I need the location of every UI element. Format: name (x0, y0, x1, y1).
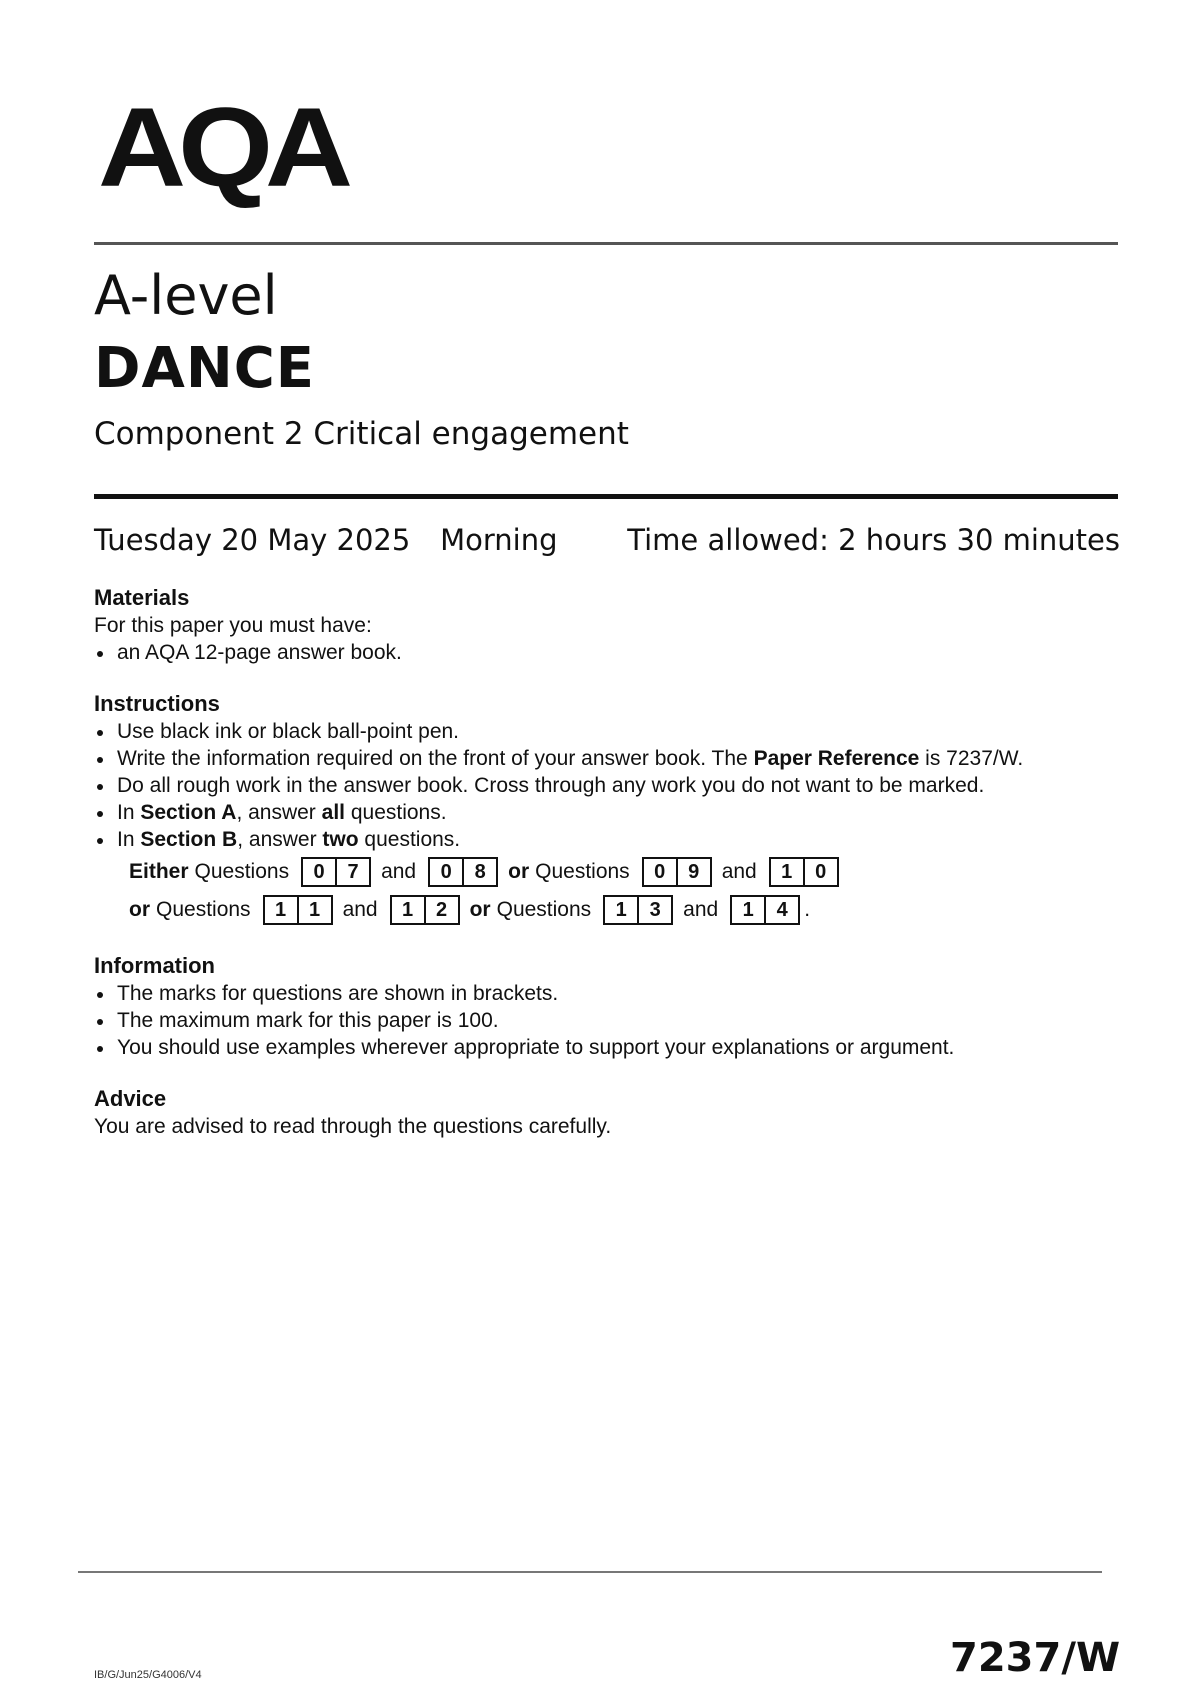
digit: 0 (803, 859, 837, 885)
and-label: and (683, 898, 719, 921)
subject-title: DANCE (94, 336, 316, 401)
list-item (94, 826, 1134, 853)
digit: 3 (637, 897, 671, 923)
text-span: In (117, 828, 141, 851)
and-label: and (381, 860, 417, 883)
exam-dateline (94, 520, 1120, 560)
bold-text: Paper Reference (753, 747, 920, 770)
materials-heading: Materials (94, 585, 190, 610)
text-span: Write the information required on the front of your answer book. The (117, 747, 754, 770)
question-number-box-10 (769, 857, 839, 887)
list-item (94, 745, 1134, 772)
aqa-logo: AQA (98, 84, 346, 210)
digit: 1 (402, 898, 414, 921)
footer-code: IB/G/Jun25/G4006/V4 (94, 1669, 202, 1681)
text-span: questions. (358, 828, 461, 851)
digit: 0 (440, 860, 452, 883)
digit: 1 (615, 898, 627, 921)
text-span: In (117, 801, 141, 824)
or-label: or (469, 898, 491, 921)
instructions-list (94, 718, 1134, 853)
instructions-heading: Instructions (94, 691, 220, 716)
materials-list (94, 639, 1134, 666)
and-label: and (721, 860, 757, 883)
text-span: questions. (345, 801, 447, 824)
bold-text: Section B (140, 828, 238, 851)
question-number-box-07 (301, 857, 371, 887)
instructions-section (94, 690, 1134, 929)
question-number-box-13 (603, 895, 673, 925)
information-heading: Information (94, 953, 215, 978)
text-span: is 7237/W. (919, 747, 1024, 770)
or-label: or (508, 860, 530, 883)
digit: 7 (335, 859, 369, 885)
digit: 1 (275, 898, 287, 921)
bold-text: all (321, 801, 345, 824)
digit: 1 (781, 860, 793, 883)
exam-session: Morning (440, 523, 558, 557)
digit: 1 (742, 898, 754, 921)
digit: 8 (462, 859, 496, 885)
materials-intro: For this paper you must have: (94, 614, 372, 637)
and-label: and (342, 898, 378, 921)
questions-label: Questions (194, 860, 290, 883)
list-item (94, 799, 1134, 826)
advice-section (94, 1085, 1134, 1140)
component-title: Component 2 Critical engagement (94, 416, 629, 452)
qualification-level: A-level (94, 264, 278, 327)
header-divider (94, 242, 1118, 245)
title-divider (94, 494, 1118, 499)
list-item: The marks for questions are shown in brackets. (94, 980, 1134, 1007)
or-label: or (129, 898, 150, 921)
digit: 1 (297, 897, 331, 923)
question-choice-row-1 (94, 853, 1134, 891)
footer-divider (78, 1571, 1102, 1573)
question-number-box-09 (642, 857, 712, 887)
question-number-box-08 (428, 857, 498, 887)
digit: 9 (676, 859, 710, 885)
list-item: You should use examples wherever appropriate to support your explanations or argument. (94, 1034, 1134, 1061)
exam-date: Tuesday 20 May 2025 (94, 523, 411, 557)
questions-label: Questions (156, 898, 251, 921)
question-choice-row-2 (94, 891, 1134, 929)
text-span: , answer (236, 801, 322, 824)
list-item: an AQA 12-page answer book. (94, 639, 1134, 666)
questions-label: Questions (535, 860, 630, 883)
paper-reference: 7237/W (950, 1635, 1121, 1681)
bold-text: two (322, 828, 359, 851)
digit: 4 (764, 897, 798, 923)
advice-text: You are advised to read through the questions carefully. (94, 1115, 612, 1138)
text-span: , answer (237, 828, 323, 851)
digit: 2 (424, 897, 458, 923)
time-allowed: Time allowed: 2 hours 30 minutes (627, 523, 1120, 557)
information-section (94, 952, 1134, 1061)
information-list (94, 980, 1134, 1061)
question-number-box-12 (390, 895, 460, 925)
list-item: The maximum mark for this paper is 100. (94, 1007, 1134, 1034)
question-number-box-14 (730, 895, 800, 925)
list-item: Use black ink or black ball-point pen. (94, 718, 1134, 745)
digit: 0 (313, 860, 325, 883)
digit: 0 (654, 860, 666, 883)
materials-section (94, 584, 1134, 666)
either-label: Either (129, 860, 189, 883)
bold-text: Section A (140, 801, 237, 824)
advice-heading: Advice (94, 1086, 167, 1111)
period: . (804, 898, 811, 921)
list-item: Do all rough work in the answer book. Cross through any work you do not want to be marked. (94, 772, 1134, 799)
question-number-box-11 (263, 895, 333, 925)
questions-label: Questions (496, 898, 592, 921)
